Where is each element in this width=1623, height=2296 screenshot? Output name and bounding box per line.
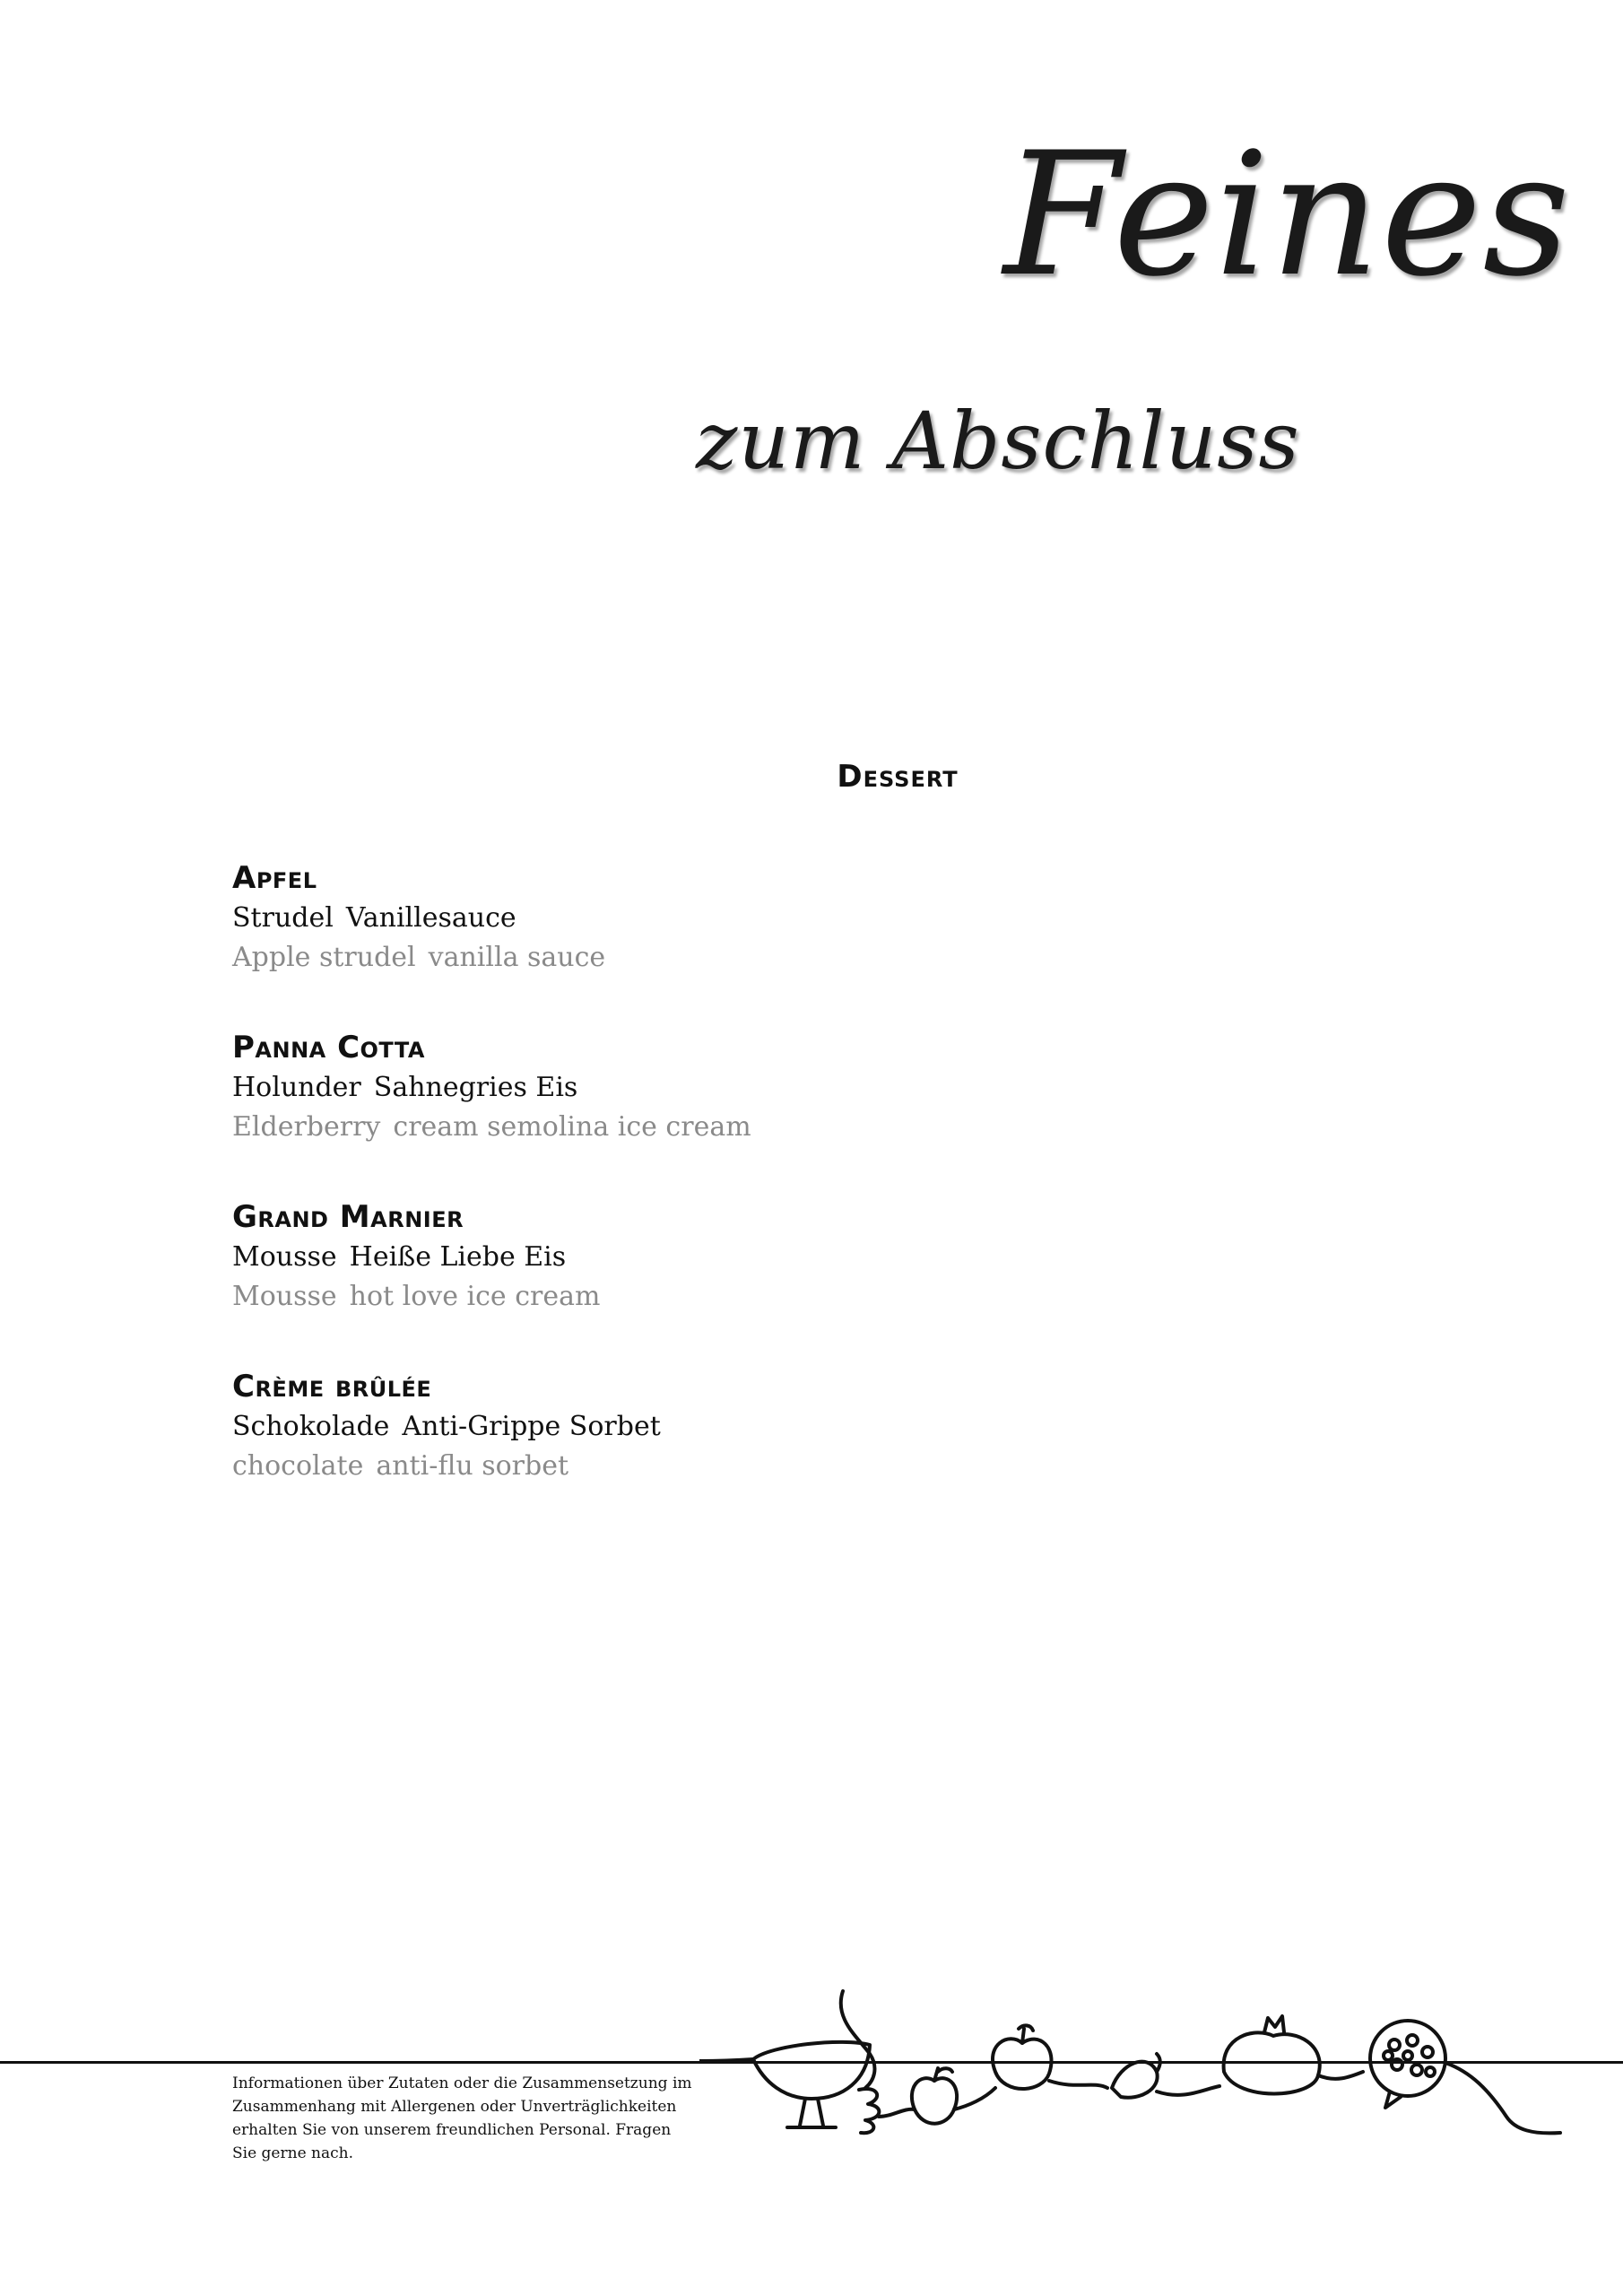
dish-description-de [232, 1407, 1039, 1447]
dish-en-part: hot love ice cream [349, 1281, 601, 1312]
dish-en-part: cream semolina ice cream [393, 1111, 751, 1143]
illustration-line [1318, 2072, 1363, 2079]
menu-item [232, 1196, 1039, 1366]
menu-item [232, 857, 1039, 1027]
dish-de-part: Sahnegries Eis [373, 1072, 578, 1103]
dish-description-en [232, 1447, 1039, 1486]
dish-de-part: Holunder [232, 1072, 361, 1103]
fig-icon [1112, 2054, 1160, 2098]
illustration-line [699, 2059, 753, 2061]
dish-de-part: Mousse [232, 1241, 337, 1273]
dish-description-en [232, 938, 1039, 978]
dish-description-de [232, 899, 1039, 938]
section-heading-dessert: Dessert [837, 759, 959, 795]
dish-description-de [232, 1238, 1039, 1277]
dish-de-part: Anti-Grippe Sorbet [402, 1411, 661, 1442]
dessert-list [232, 857, 1039, 1535]
illustration-line [879, 2088, 995, 2117]
dish-name: Apfel [232, 860, 317, 896]
menu-item [232, 1027, 1039, 1196]
dish-de-part: Vanillesauce [345, 902, 516, 934]
dish-de-part: Schokolade [232, 1411, 390, 1442]
pomegranate-icon [1224, 2016, 1320, 2094]
dish-description-en [232, 1277, 1039, 1317]
dish-en-part: anti-flu sorbet [376, 1450, 569, 1482]
dish-de-part: Heiße Liebe Eis [349, 1241, 567, 1273]
dessert-bowl-icon [753, 2042, 870, 2127]
page-title: Feines [1003, 116, 1571, 314]
dish-en-part: vanilla sauce [428, 942, 606, 973]
illustration-line [1049, 2081, 1107, 2088]
illustration-line [1157, 2086, 1219, 2095]
dish-name: Panna Cotta [232, 1030, 425, 1065]
pomegranate-half-icon [1370, 2021, 1445, 2108]
dish-description-de [232, 1068, 1039, 1108]
honey-dipper-icon [841, 1991, 880, 2133]
dish-name: Grand Marnier [232, 1199, 464, 1235]
illustration-line [1445, 2063, 1560, 2133]
page-subtitle: zum Abschluss [696, 395, 1300, 487]
allergen-note: Informationen über Zutaten oder die Zusammensetzung im Zusammenhang mit Allergenen oder Unverträglichkeiten erhalten Sie von unserem freundlichen Personal. Fragen Sie gerne nach. [232, 2074, 692, 2162]
menu-item [232, 1366, 1039, 1535]
dish-en-part: chocolate [232, 1450, 364, 1482]
dish-name: Crème brûlée [232, 1369, 432, 1405]
dish-en-part: Apple strudel [232, 942, 416, 973]
dish-de-part: Strudel [232, 902, 334, 934]
dish-en-part: Elderberry [232, 1111, 381, 1143]
food-line-illustration [699, 1982, 1596, 2161]
dish-description-en [232, 1108, 1039, 1147]
dish-en-part: Mousse [232, 1281, 337, 1312]
apple-icon [912, 2068, 957, 2124]
apple-icon [993, 2025, 1051, 2089]
